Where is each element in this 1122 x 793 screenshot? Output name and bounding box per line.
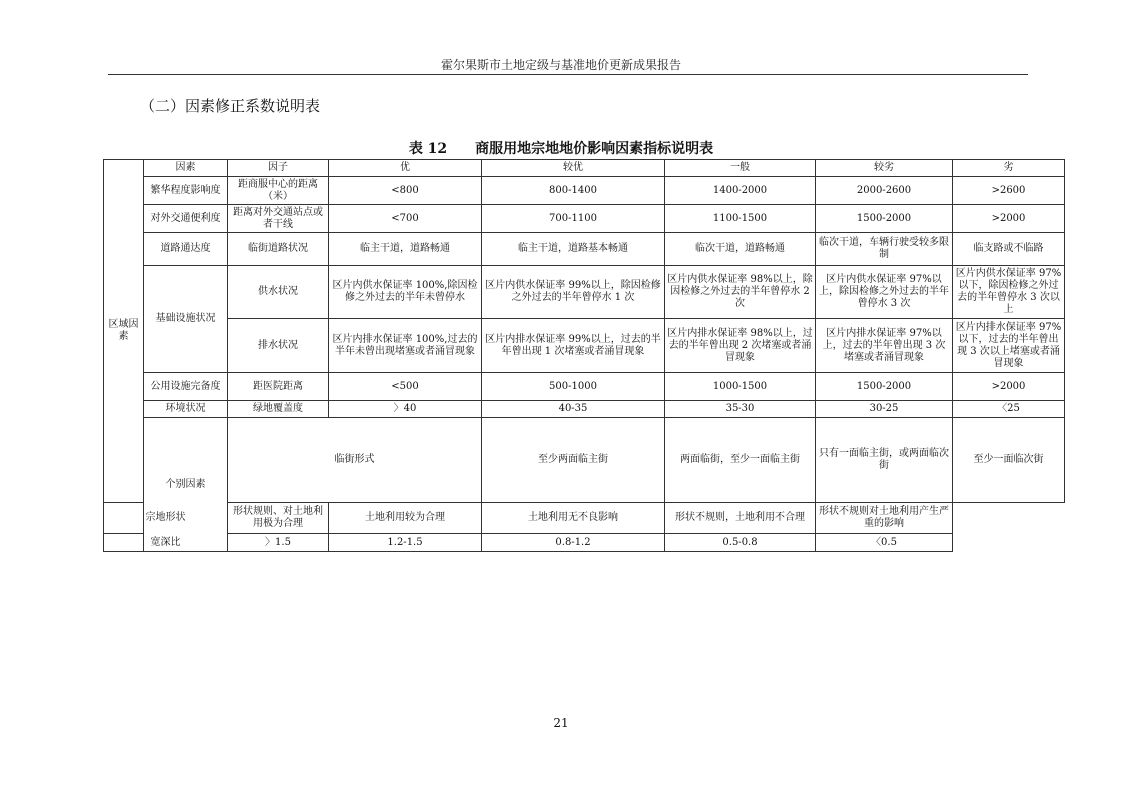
table-cell: 区片内供水保证率 99%以上，除因检修之外过去的半年曾停水 1 次 <box>482 266 665 319</box>
table-cell: <700 <box>329 205 482 233</box>
factor-cell: 宽深比 <box>104 534 228 552</box>
subfactor-cell: 距医院距离 <box>228 373 329 401</box>
page-header-title: 霍尔果斯市土地定级与基准地价更新成果报告 <box>440 58 681 72</box>
table-cell: 形状不规则，土地利用不合理 <box>665 503 816 534</box>
table-cell: 〉40 <box>329 401 482 418</box>
table-cell: 1500-2000 <box>816 373 953 401</box>
table-cell: 区片内排水保证率 98%以上，过去的半年曾出现 2 次堵塞或者涌冒现象 <box>665 319 816 373</box>
table-cell: 1100-1500 <box>665 205 816 233</box>
table-cell: 800-1400 <box>482 177 665 205</box>
table-cell: 500-1000 <box>482 373 665 401</box>
table-cell: 区片内排水保证率 97%以下，过去的半年曾出现 3 次以上堵塞或者涌冒现象 <box>953 319 1065 373</box>
table-cell: 只有一面临主街，或两面临次街 <box>816 418 953 503</box>
table-cell: 土地利用无不良影响 <box>482 503 665 534</box>
table-cell: >2000 <box>953 373 1065 401</box>
table-cell: 两面临街，至少一面临主街 <box>665 418 816 503</box>
table-cell: <500 <box>329 373 482 401</box>
table-cell: 〈0.5 <box>816 534 953 552</box>
subfactor-cell: 排水状况 <box>228 319 329 373</box>
factor-cell: 繁华程度影响度 <box>144 177 228 205</box>
table-cell: 1.2-1.5 <box>329 534 482 552</box>
column-header: 因素 <box>144 160 228 177</box>
factor-cell: 道路通达度 <box>144 233 228 266</box>
group-regional: 区域因素 <box>104 160 144 503</box>
table-cell: 区片内排水保证率 97%以上，过去的半年曾出现 3 次堵塞或者涌冒现象 <box>816 319 953 373</box>
factor-cell: 临街形式 <box>228 418 482 503</box>
factor-cell: 宗地形状 <box>104 503 228 534</box>
table-cell: 临主干道，道路基本畅通 <box>482 233 665 266</box>
table-row <box>104 373 1065 401</box>
table-caption <box>0 138 1122 158</box>
table-cell: <800 <box>329 177 482 205</box>
table-cell: 〉1.5 <box>228 534 329 552</box>
table-cell: 1500-2000 <box>816 205 953 233</box>
table-cell: 0.5-0.8 <box>665 534 816 552</box>
table-cell: 临次干道，车辆行驶受较多限制 <box>816 233 953 266</box>
table-row <box>104 266 1065 319</box>
table-cell: 1400-2000 <box>665 177 816 205</box>
table-row <box>104 319 1065 373</box>
subfactor-cell: 供水状况 <box>228 266 329 319</box>
column-header: 较优 <box>482 160 665 177</box>
table-cell: 至少两面临主街 <box>482 418 665 503</box>
table-cell: 区片内供水保证率 100%,除因检修之外过去的半年未曾停水 <box>329 266 482 319</box>
subfactor-cell: 距商服中心的距离（米） <box>228 177 329 205</box>
column-header: 较劣 <box>816 160 953 177</box>
factor-table <box>103 159 1065 552</box>
table-cell: 〈25 <box>953 401 1065 418</box>
table-row <box>104 534 1065 552</box>
table-row <box>104 177 1065 205</box>
table-cell: 35-30 <box>665 401 816 418</box>
table-cell: 至少一面临次街 <box>953 418 1065 503</box>
page-number: 21 <box>553 716 569 730</box>
table-cell: >2600 <box>953 177 1065 205</box>
table-cell: 形状规则、对土地利用极为合理 <box>228 503 329 534</box>
section-heading: （二）因素修正系数说明表 <box>140 97 321 115</box>
factor-cell: 环境状况 <box>144 401 228 418</box>
table-cell: 700-1100 <box>482 205 665 233</box>
header-rule <box>108 74 1028 75</box>
factor-cell: 对外交通便利度 <box>144 205 228 233</box>
factor-cell: 基础设施状况 <box>144 266 228 373</box>
column-header: 优 <box>329 160 482 177</box>
factor-cell: 公用设施完备度 <box>144 373 228 401</box>
table-row <box>104 205 1065 233</box>
table-caption-number: 表 12 <box>408 141 448 157</box>
table-cell: 区片内排水保证率 99%以上，过去的半年曾出现 1 次堵塞或者涌冒现象 <box>482 319 665 373</box>
subfactor-cell: 距离对外交通站点或者干线 <box>228 205 329 233</box>
column-header: 劣 <box>953 160 1065 177</box>
table-cell: 区片内供水保证率 97%以上，除因检修之外过去的半年曾停水 3 次 <box>816 266 953 319</box>
table-cell: 30-25 <box>816 401 953 418</box>
subfactor-cell: 绿地覆盖度 <box>228 401 329 418</box>
table-cell: 0.8-1.2 <box>482 534 665 552</box>
table-cell: 1000-1500 <box>665 373 816 401</box>
table-cell: 临主干道，道路畅通 <box>329 233 482 266</box>
column-header: 因子 <box>228 160 329 177</box>
table-cell: 2000-2600 <box>816 177 953 205</box>
table-cell: 区片内供水保证率 98%以上，除因检修之外过去的半年曾停水 2 次 <box>665 266 816 319</box>
table-row <box>104 401 1065 418</box>
table-cell: 临支路或不临路 <box>953 233 1065 266</box>
table-cell: 形状不规则对土地利用产生严重的影响 <box>816 503 953 534</box>
subfactor-cell: 临街道路状况 <box>228 233 329 266</box>
table-header-row <box>104 160 1065 177</box>
table-cell: 土地利用较为合理 <box>329 503 482 534</box>
group-individual: 个别因素 <box>144 418 228 552</box>
table-row <box>104 503 1065 534</box>
table-cell: 临次干道，道路畅通 <box>665 233 816 266</box>
table-cell: 40-35 <box>482 401 665 418</box>
column-header: 一般 <box>665 160 816 177</box>
table-row <box>104 233 1065 266</box>
table-row <box>104 418 1065 503</box>
table-cell: 区片内供水保证率 97%以下，除因检修之外过去的半年曾停水 3 次以上 <box>953 266 1065 319</box>
table-caption-title: 商服用地宗地地价影响因素指标说明表 <box>475 141 714 157</box>
table-cell: >2000 <box>953 205 1065 233</box>
table-cell: 区片内排水保证率 100%,过去的半年未曾出现堵塞或者涌冒现象 <box>329 319 482 373</box>
